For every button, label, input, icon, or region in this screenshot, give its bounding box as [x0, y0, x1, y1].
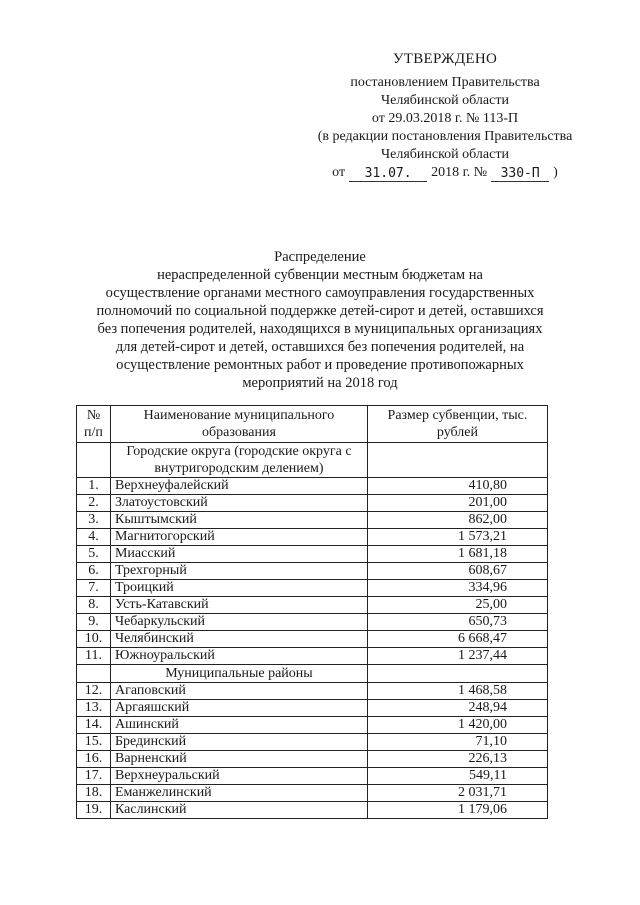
year-label: 2018 г. № [431, 165, 488, 180]
table-row [77, 717, 548, 734]
approval-line: постановлением Правительства [350, 75, 540, 90]
row-number: 19. [77, 802, 111, 819]
table-header-row [77, 406, 548, 443]
subvention-amount: 1 179,06 [367, 802, 547, 819]
row-number: 13. [77, 700, 111, 717]
row-number: 7. [77, 580, 111, 597]
subvention-amount: 862,00 [367, 512, 547, 529]
municipality-name: Троицкий [110, 580, 367, 597]
approval-stamp [300, 50, 590, 182]
subvention-amount: 1 237,44 [367, 648, 547, 665]
header-subvention: Размер субвенции, тыс. рублей [367, 406, 547, 443]
table-row [77, 478, 548, 495]
row-number: 2. [77, 495, 111, 512]
row-number: 18. [77, 785, 111, 802]
row-number: 8. [77, 597, 111, 614]
subvention-amount: 2 031,71 [367, 785, 547, 802]
municipality-name: Верхнеуфалейский [110, 478, 367, 495]
handwritten-number: 330-П [491, 166, 549, 182]
section-row [77, 665, 548, 683]
table-row [77, 683, 548, 700]
table-row [77, 700, 548, 717]
row-number: 14. [77, 717, 111, 734]
table-row [77, 529, 548, 546]
approval-line: Челябинской области [381, 147, 509, 162]
municipality-name: Магнитогорский [110, 529, 367, 546]
handwritten-date: 31.07. [349, 166, 427, 182]
from-label: от [332, 165, 346, 180]
table-body [77, 443, 548, 819]
subvention-amount: 25,00 [367, 597, 547, 614]
subvention-amount: 6 668,47 [367, 631, 547, 648]
row-number: 9. [77, 614, 111, 631]
municipality-name: Чебаркульский [110, 614, 367, 631]
subvention-amount: 1 468,58 [367, 683, 547, 700]
subvention-amount: 608,67 [367, 563, 547, 580]
closing-paren: ) [553, 165, 558, 180]
subvention-amount: 1 681,18 [367, 546, 547, 563]
row-number: 10. [77, 631, 111, 648]
subvention-amount: 410,80 [367, 478, 547, 495]
amendment-date-line [300, 164, 590, 182]
table-row [77, 614, 548, 631]
table-row [77, 580, 548, 597]
title-line: осуществление органами местного самоуправления государственных [105, 285, 535, 301]
municipality-name: Еманжелинский [110, 785, 367, 802]
section-heading-municipal-districts: Муниципальные районы [110, 665, 367, 683]
row-number: 16. [77, 751, 111, 768]
municipality-name: Ашинский [110, 717, 367, 734]
title-line: без попечения родителей, находящихся в муниципальных организациях [97, 321, 543, 337]
title-line: Распределение [274, 249, 366, 265]
subvention-amount: 1 420,00 [367, 717, 547, 734]
row-number: 17. [77, 768, 111, 785]
approval-line: (в редакции постановления Правительства [317, 129, 573, 144]
row-number: 15. [77, 734, 111, 751]
title-line: для детей-сирот и детей, оставшихся без попечения родителей, на [115, 339, 525, 355]
municipality-name: Агаповский [110, 683, 367, 700]
row-number: 12. [77, 683, 111, 700]
table-row [77, 802, 548, 819]
row-number: 5. [77, 546, 111, 563]
row-number: 6. [77, 563, 111, 580]
section-row [77, 443, 548, 478]
header-number: № п/п [77, 406, 111, 443]
approval-line: Челябинской области [381, 93, 509, 108]
section-heading-city-districts: Городские округа (городские округа с внутригородским делением) [110, 443, 367, 478]
municipality-name: Верхнеуральский [110, 768, 367, 785]
municipality-name: Варненский [110, 751, 367, 768]
subvention-amount: 1 573,21 [367, 529, 547, 546]
table-row [77, 734, 548, 751]
table-row [77, 597, 548, 614]
table-row [77, 785, 548, 802]
row-number: 4. [77, 529, 111, 546]
subvention-amount: 650,73 [367, 614, 547, 631]
table-row [77, 512, 548, 529]
row-number: 3. [77, 512, 111, 529]
header-municipality: Наименование муниципального образования [110, 406, 367, 443]
table-row [77, 563, 548, 580]
table-row [77, 631, 548, 648]
municipality-name: Брединский [110, 734, 367, 751]
municipality-name: Усть-Катавский [110, 597, 367, 614]
document-title [60, 248, 580, 392]
approval-heading: УТВЕРЖДЕНО [392, 51, 498, 67]
title-line: нераспределенной субвенции местным бюджетам на [157, 267, 483, 283]
subvention-amount: 334,96 [367, 580, 547, 597]
subvention-amount: 248,94 [367, 700, 547, 717]
municipality-name: Трехгорный [110, 563, 367, 580]
municipality-name: Челябинский [110, 631, 367, 648]
table-row [77, 768, 548, 785]
row-number: 11. [77, 648, 111, 665]
municipality-name: Златоустовский [110, 495, 367, 512]
title-line: мероприятий на 2018 год [242, 375, 398, 391]
subvention-amount: 201,00 [367, 495, 547, 512]
distribution-table [76, 405, 548, 819]
municipality-name: Миасский [110, 546, 367, 563]
municipality-name: Южноуральский [110, 648, 367, 665]
subvention-amount: 71,10 [367, 734, 547, 751]
approval-line: от 29.03.2018 г. № 113-П [371, 111, 519, 126]
municipality-name: Каслинский [110, 802, 367, 819]
subvention-amount: 226,13 [367, 751, 547, 768]
table-row [77, 751, 548, 768]
table-row [77, 546, 548, 563]
municipality-name: Кыштымский [110, 512, 367, 529]
table-row [77, 495, 548, 512]
municipality-name: Аргаяшский [110, 700, 367, 717]
title-line: осуществление ремонтных работ и проведение противопожарных [116, 357, 524, 373]
row-number: 1. [77, 478, 111, 495]
subvention-amount: 549,11 [367, 768, 547, 785]
title-line: полномочий по социальной поддержке детей-сирот и детей, оставшихся [96, 303, 544, 319]
table-row [77, 648, 548, 665]
